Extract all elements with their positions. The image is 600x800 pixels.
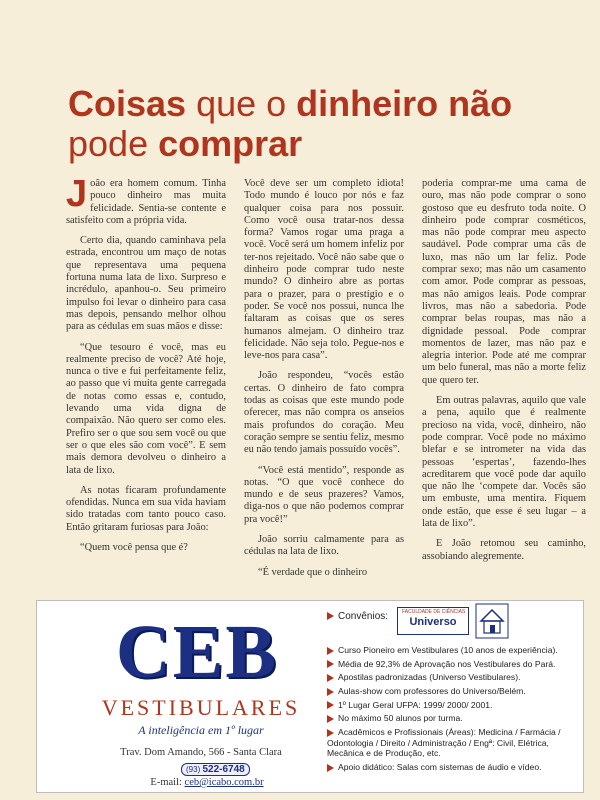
ceb-advertisement [36,600,584,793]
article-column-2 [244,178,404,588]
ceb-slogan: A inteligência em 1º lugar [138,723,264,737]
feature-text: Curso Pioneiro em Vestibulares (10 anos de experiência). [338,645,558,655]
paragraph: E João retomou seu caminho, assobiando alegremente. [422,538,586,562]
arrow-bullet-icon [327,660,334,668]
arrow-bullet-icon [327,715,334,723]
phone-badge [181,763,250,776]
feature-item [327,645,581,656]
feature-text: Acadêmicos e Profissionais (Áreas): Medicina / Farmácia / Odontologia / Direito / Administração / Engª: Civil, Elétrica, Mecânica e de Produção, etc. [327,727,561,759]
universo-logo-text: Universo [409,616,457,628]
arrow-bullet-icon [327,612,334,620]
arrow-bullet-icon [327,674,334,682]
house-logo-icon [475,603,509,639]
feature-text: No máximo 50 alunos por turma. [338,713,463,724]
phone-area-code: (93) [186,765,201,774]
article-title [68,84,548,164]
ceb-subtitle: VESTIBULARES [101,695,301,720]
email-label: E-mail: [150,777,185,788]
ceb-email [107,777,307,788]
arrow-bullet-icon [327,764,334,772]
paragraph-text: oão era homem comum. Tinha pouco dinheiro mas muita felicidade. Sentia-se contente e satisfeito com a própria vida. [66,178,226,226]
feature-item [327,686,581,697]
universo-logo [397,607,469,635]
feature-item [327,672,581,683]
paragraph: Certo dia, quando caminhava pela estrada, encontrou um maço de notas que representava uma pequena fortuna numa lata de lixo. Surpreso e incrédulo, apanhou-o. Seu primeiro impulso foi levar o dinheiro para casa mas depois, pensando melhor olhou para as cédulas em suas mãos e disse: [66,235,226,333]
feature-text: Apoio didático: Salas com sistemas de áudio e vídeo. [338,762,542,772]
paragraph: “Que tesouro é você, mas eu realmente preciso de você? Até hoje, nunca o tive e fui perfeitamente feliz, ao passo que vi muita gente carregada de notas como essas e, contudo, levando uma vida digna de compaixão. Não quero ser como eles. Prefiro ser o que sou sem você ou que ser o que eles são com você”. E sem mais demora devolveu o dinheiro a lata de lixo. [66,341,226,476]
features-list [327,645,581,776]
title-text-2: pode [68,123,159,164]
paragraph: Em outras palavras, aquilo que vale a pena, aquilo que é realmente precioso na vida, você, dinheiro, não pode comprar. Você pode no máximo blefar e se intrometer na vida das pessoas ‘espertas’, fazendo-lhes acreditarem que você pode dar aquilo que não lhe ‘compete dar. Vocês são um embuste, uma mentira. Fiquem onde estão, que esse é seu lugar – a lata de lixo”. [422,395,586,530]
drop-cap: J [66,178,88,215]
paragraph: As notas ficaram profundamente ofendidas. Nunca em sua vida haviam sido tratadas com tanto pouco caso. Então gritaram furiosas para João: [66,484,226,533]
article-column-1 [66,178,226,588]
paragraph: “Você está mentido”, responde as notas. “O que você conhece do mundo e de seus prazeres? Vamos, diga-nos o que não podemos comprar pra você!” [244,464,404,525]
feature-item [327,700,581,711]
feature-item [327,727,581,759]
article-column-3 [422,178,586,588]
feature-text: Apostilas padronizadas (Universo Vestibulares). [338,672,521,683]
universo-logo-small-text: FACULDADE DE CIÊNCIAS [402,609,466,615]
paragraph [66,178,226,227]
feature-item [327,713,581,724]
paragraph: João respondeu, “vocês estão certas. O dinheiro de fato compra todas as coisas que este mundo pode oferecer, mas não compra os anseios mais profundos do coração. Meu coração sempre se sentiu feliz, mesmo eu não tendo jamais possuído vocês”. [244,370,404,456]
article-body [66,178,586,588]
convenios-label: Convênios: [338,611,389,622]
ceb-address: Trav. Dom Amando, 566 - Santa Clara [120,747,282,758]
paragraph: “Quem você pensa que é? [80,542,188,554]
ceb-logo-text: CEB [115,610,279,694]
phone-number: 522-6748 [202,764,245,775]
feature-text: 1º Lugar Geral UFPA: 1999/ 2000/ 2001. [338,699,493,710]
title-emphasis-2: dinheiro não [296,83,513,124]
arrow-bullet-icon [327,688,334,696]
title-emphasis-3: comprar [158,123,303,164]
feature-item [327,762,581,773]
feature-text: Aulas-show com professores do Universo/Belém. [338,686,526,697]
paragraph: João sorriu calmamente para as cédulas na lata de lixo. [244,534,404,558]
convenios-label-row [327,611,388,622]
paragraph: “É verdade que o dinheiro [258,566,368,578]
feature-item [327,659,581,670]
arrow-bullet-icon [327,647,334,655]
paragraph: poderia comprar-me uma cama de ouro, mas não pode comprar o sono gostoso que eu desfruto toda noite. O dinheiro pode comprar cosméticos, mas não pode comprar meu aspecto saudável. Pode comprar uma cãs de luxo, mas não um lar feliz. Pode comprar sexo; mas não um casamento com amor. Pode comprar as pessoas, mas não amigos leais. Pode comprar livros, mas não a sabedoria. Pode comprar belas roupas, mas não a dignidade pessoal. Pode comprar momentos de lazer, mas não paz e alegria interior. Pode até me comprar um belo funeral, mas não a morte feliz que quero ter. [422,178,586,386]
arrow-bullet-icon [327,701,334,709]
paragraph: Você deve ser um completo idiota! Todo mundo é louco por nós e faz qualquer coisa para nos possuir. Como você ousa tratar-nos dessa forma? Vamos rogar uma praga a você. Você será um homem infeliz por ter-nos rejeitado. Você não sabe que o dinheiro pode comprar tudo neste mundo? O dinheiro abre as portas para o prazer, para o prestígio e o poder. Se você nos possui, nunca lhe faltaram as coisas que os seres humanos almejam. O dinheiro traz felicidade. Não seja tolo. Pegue-nos e leve-nos para casa”. [244,178,404,362]
title-text-1: que o [186,83,297,124]
feature-text: Média de 92,3% de Aprovação nos Vestibulares do Pará. [338,658,556,669]
email-link[interactable]: ceb@icabo.com.br [184,777,264,788]
arrow-bullet-icon [327,729,334,737]
title-emphasis-1: Coisas [68,83,187,124]
